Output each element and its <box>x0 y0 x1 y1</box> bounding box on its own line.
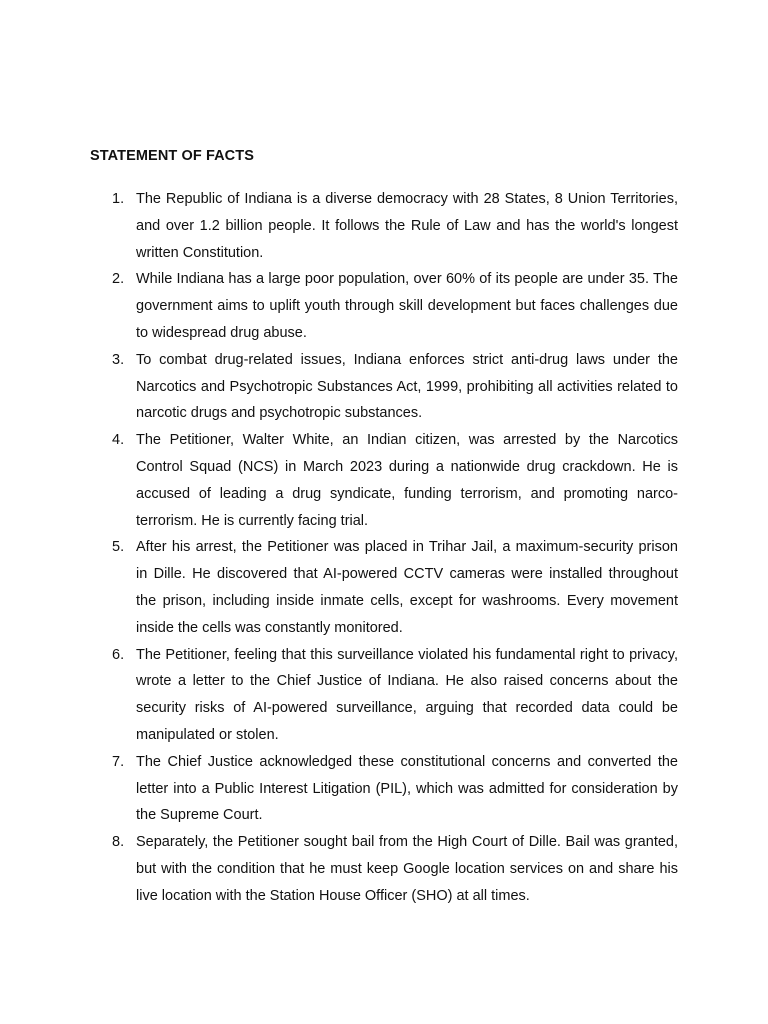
fact-item-5 <box>90 534 678 641</box>
fact-item-2 <box>90 266 678 346</box>
fact-text: The Petitioner, feeling that this surveillance violated his fundamental right to privacy, wrote a letter to the Chief Justice of Indiana. He also raised concerns about the security risks of AI-powered surveillance, arguing that recorded data could be manipulated or stolen. <box>136 646 678 743</box>
fact-item-7 <box>90 749 678 829</box>
fact-item-8 <box>90 829 678 909</box>
fact-text: The Petitioner, Walter White, an Indian citizen, was arrested by the Narcotics Control Squad (NCS) in March 2023 during a nationwide drug crackdown. He is accused of leading a drug syndicate, funding terrorism, and promoting narco-terrorism. He is currently facing trial. <box>136 432 678 529</box>
fact-number: 3. <box>112 351 125 368</box>
fact-text: After his arrest, the Petitioner was placed in Trihar Jail, a maximum-security prison in Dille. He discovered that AI-powered CCTV cameras were installed throughout the prison, including inside inmate cells, except for washrooms. Every movement inside the cells was constantly monitored. <box>136 539 678 636</box>
fact-item-4 <box>90 427 678 534</box>
fact-item-3 <box>90 347 678 427</box>
fact-text: The Republic of Indiana is a diverse democracy with 28 States, 8 Union Territories, and over 1.2 billion people. It follows the Rule of Law and has the world's longest written Constitution. <box>136 191 678 261</box>
fact-number: 5. <box>112 539 125 556</box>
facts-list <box>90 186 678 910</box>
fact-number: 7. <box>112 753 125 770</box>
fact-text: While Indiana has a large poor population, over 60% of its people are under 35. The government aims to uplift youth through skill development but faces challenges due to widespread drug abuse. <box>136 271 678 341</box>
fact-text: The Chief Justice acknowledged these constitutional concerns and converted the letter into a Public Interest Litigation (PIL), which was admitted for consideration by the Supreme Court. <box>136 753 678 824</box>
fact-number: 1. <box>112 191 125 207</box>
page-title: STATEMENT OF FACTS <box>90 148 254 164</box>
fact-text: To combat drug-related issues, Indiana enforces strict anti-drug laws under the Narcotics and Psychotropic Substances Act, 1999, prohibiting all activities related to narcotic drugs and psychotropic substances. <box>136 351 678 422</box>
fact-number: 8. <box>112 834 125 851</box>
fact-number: 2. <box>112 271 125 288</box>
fact-item-1 <box>90 186 678 266</box>
fact-number: 4. <box>112 432 125 449</box>
fact-number: 6. <box>112 646 125 663</box>
fact-text: Separately, the Petitioner sought bail from the High Court of Dille. Bail was granted, but with the condition that he must keep Google location services on and share his live location with the Station House Officer (SHO) at all times. <box>136 834 678 904</box>
fact-item-6 <box>90 642 678 749</box>
